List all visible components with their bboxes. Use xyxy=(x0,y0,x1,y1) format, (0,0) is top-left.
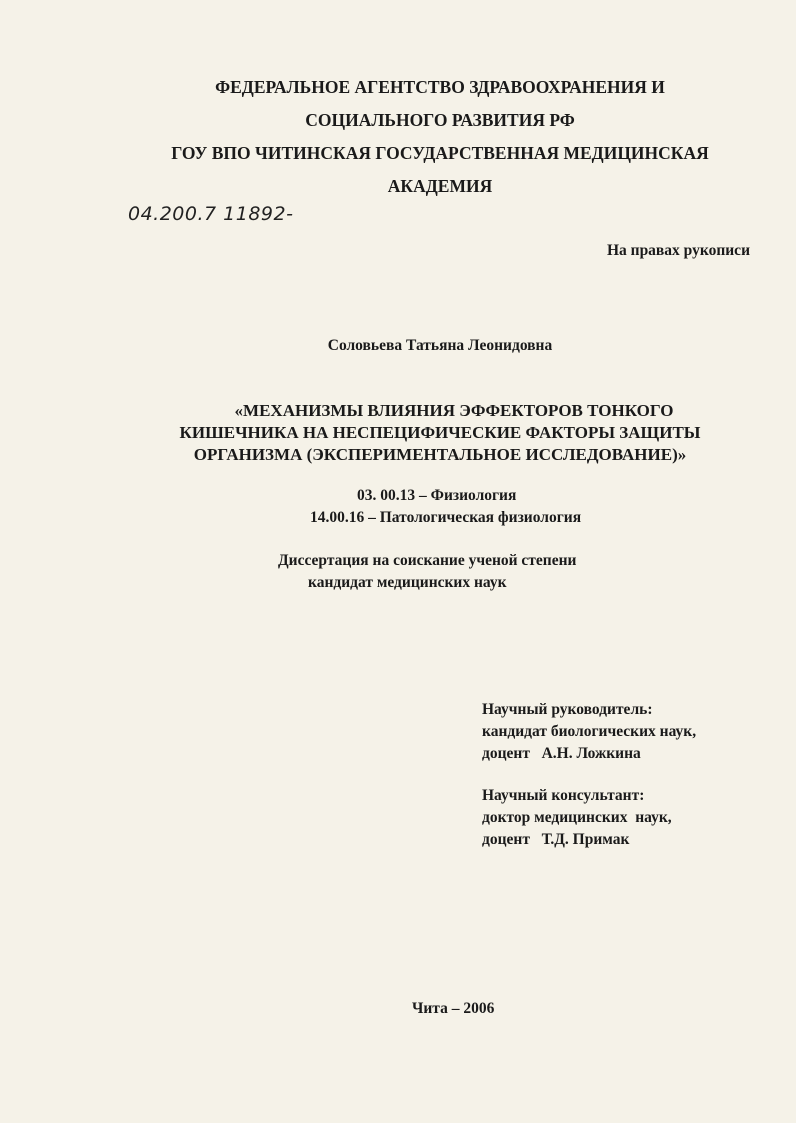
specialty-2: 14.00.16 – Патологическая физиология xyxy=(310,509,582,526)
supervisor-degree: кандидат биологических наук, xyxy=(482,723,697,740)
supervisor-name: доцент А.Н. Ложкина xyxy=(482,745,641,762)
consultant-label: Научный консультант: xyxy=(482,787,645,804)
author-name: Соловьева Татьяна Леонидовна xyxy=(327,337,553,354)
header-line-3: ГОУ ВПО ЧИТИНСКАЯ ГОСУДАРСТВЕННАЯ МЕДИЦИНСКАЯ xyxy=(171,143,709,163)
header-line-4: АКАДЕМИЯ xyxy=(387,176,493,196)
manuscript-note: На правах рукописи xyxy=(606,242,750,259)
title-line-3: ОРГАНИЗМА (ЭКСПЕРИМЕНТАЛЬНОЕ ИССЛЕДОВАНИЕ)» xyxy=(193,445,687,464)
consultant-degree: доктор медицинских наук, xyxy=(482,809,672,826)
city-year: Чита – 2006 xyxy=(412,1000,495,1017)
degree-line-2: кандидат медицинских наук xyxy=(308,574,507,591)
header-line-2: СОЦИАЛЬНОГО РАЗВИТИЯ РФ xyxy=(305,110,575,130)
degree-line-1: Диссертация на соискание ученой степени xyxy=(278,552,577,569)
title-line-1: «МЕХАНИЗМЫ ВЛИЯНИЯ ЭФФЕКТОРОВ ТОНКОГО xyxy=(234,401,674,420)
handwritten-number: 04.200.7 11892- xyxy=(128,203,294,225)
supervisor-label: Научный руководитель: xyxy=(482,701,653,718)
specialty-1: 03. 00.13 – Физиология xyxy=(357,487,517,504)
title-line-2: КИШЕЧНИКА НА НЕСПЕЦИФИЧЕСКИЕ ФАКТОРЫ ЗАЩИТЫ xyxy=(179,423,701,442)
consultant-name: доцент Т.Д. Примак xyxy=(482,831,630,848)
header-line-1: ФЕДЕРАЛЬНОЕ АГЕНТСТВО ЗДРАВООХРАНЕНИЯ И xyxy=(215,77,665,97)
